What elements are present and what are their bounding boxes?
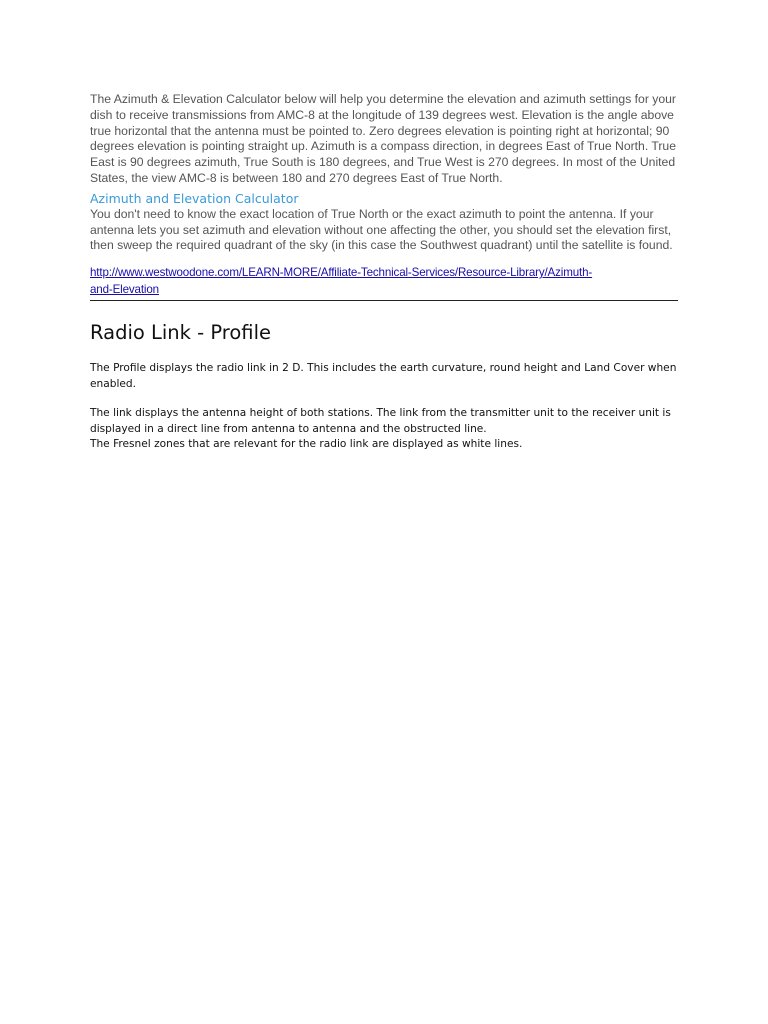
intro-paragraph: The Azimuth & Elevation Calculator below will help you determine the elevation and azimuth settings for your dish to receive transmissions from AMC-8 at the longitude of 139 degrees west. Elevation is the angle above true horizontal that the antenna must be pointed to. Zero degrees elevation is pointing right at horizontal; 90 degrees elevation is pointing straight up. Azimuth is a compass direction, in degrees East of True North. True East is 90 degrees azimuth, True South is 180 degrees, and True West is 270 degrees. In most of the United States, the view AMC-8 is between 180 and 270 degrees East of True North. [90, 92, 676, 185]
source-link-line-1[interactable]: http://www.westwoodone.com/LEARN-MORE/Affiliate-Technical-Services/Resource-Library/Azimuth- [90, 266, 593, 280]
fresnel-paragraph: The Fresnel zones that are relevant for the radio link are displayed as white lines. [90, 438, 523, 451]
calculator-paragraph: You don't need to know the exact location of True North or the exact azimuth to point the antenna. If your antenna lets you set azimuth and elevation without one affecting the other, you should set the elevation first, then sweep the required quadrant of the sky (in this case the Southwest quadrant) until the satellite is found. [90, 206, 673, 253]
document-page [90, 92, 678, 453]
source-link-line-2[interactable]: and-Elevation [90, 282, 159, 296]
link-paragraph: The link displays the antenna height of both stations. The link from the transmitter unit to the receiver unit is displayed in a direct line from antenna to antenna and the obstructed line. [90, 407, 671, 435]
source-link-block [90, 265, 678, 301]
calculator-heading: Azimuth and Elevation Calculator [90, 190, 299, 206]
profile-paragraph: The Profile displays the radio link in 2 D. This includes the earth curvature, round height and Land Cover when enabled. [90, 362, 677, 390]
section-title-radio-link: Radio Link - Profile [90, 321, 271, 345]
